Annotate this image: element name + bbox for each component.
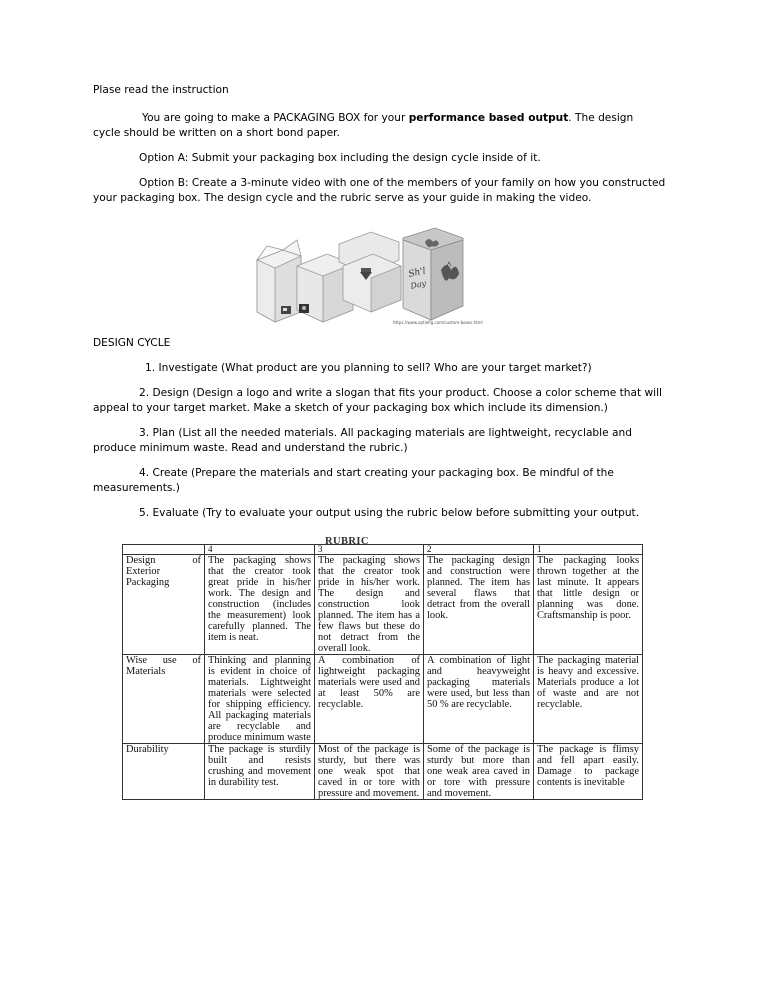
design-step-investigate: 1. Investigate (What product are you planning to sell? Who are your target market?) <box>145 362 592 374</box>
butterfly-cube-box <box>403 228 463 320</box>
rubric-header-row <box>123 545 643 555</box>
rubric-cell: The packaging shows that the creator took great pride in his/her work. The design and construction (includes the measurement) look carefully planned. The item is neat. <box>205 555 315 655</box>
design-step-design-line-1: 2. Design (Design a logo and write a slogan that fits your product. Choose a color scheme that will <box>139 387 662 399</box>
design-step-plan-line-2: produce minimum waste. Read and understand the rubric.) <box>93 442 408 454</box>
design-step-evaluate: 5. Evaluate (Try to evaluate your output using the rubric below before submitting your output. <box>139 507 640 519</box>
packaging-boxes-illustration <box>253 226 483 332</box>
design-cycle-heading: DESIGN CYCLE <box>93 337 171 349</box>
rubric-criterion: Durability <box>123 744 205 800</box>
image-credit: https://www.optiefig.com/custom-boxes.html <box>393 320 483 325</box>
hinged-box-center <box>339 232 401 312</box>
option-a: Option A: Submit your packaging box including the design cycle inside of it. <box>139 152 541 164</box>
rubric-row-design <box>123 555 643 655</box>
open-box-left <box>257 240 301 322</box>
rubric-criterion: Design of Exterior Packaging <box>123 555 205 655</box>
instruction-heading: Plase read the instruction <box>93 84 229 96</box>
rubric-cell: Some of the package is sturdy but more than one weak area caved in or tore with pressure and movement. <box>424 744 534 800</box>
intro-suffix: . The design <box>568 112 634 124</box>
design-step-plan-line-1: 3. Plan (List all the needed materials. All packaging materials are lightweight, recyclable and <box>139 427 632 439</box>
rubric-header-criteria <box>123 545 205 555</box>
rubric-cell: A combination of lightweight packaging materials were used and at least 50% are recyclable. <box>315 655 424 744</box>
rubric-cell: Most of the package is sturdy, but there was one weak spot that caved in or tore with pressure and movement. <box>315 744 424 800</box>
rubric-title: RUBRIC <box>325 536 369 547</box>
rubric-row-materials <box>123 655 643 744</box>
design-step-create-line-2: measurements.) <box>93 482 180 494</box>
rubric-cell: The package is flimsy and fell apart easily. Damage to package contents is inevitable <box>534 744 643 800</box>
rubric-score-3: 3 <box>315 545 424 555</box>
rubric-score-4: 4 <box>205 545 315 555</box>
option-b-line-1: Option B: Create a 3-minute video with one of the members of your family on how you constructed <box>139 177 666 189</box>
option-b-line-2: your packaging box. The design cycle and the rubric serve as your guide in making the video. <box>93 192 592 204</box>
rubric-cell: The packaging shows that the creator took pride in his/her work. The design and construction look planned. The item has a few flaws but these do not detract from the overall look. <box>315 555 424 655</box>
rubric-table <box>122 544 643 800</box>
svg-text:Day: Day <box>409 278 427 291</box>
rubric-score-2: 2 <box>424 545 534 555</box>
rubric-row-durability <box>123 744 643 800</box>
design-step-create-line-1: 4. Create (Prepare the materials and start creating your packaging box. Be mindful of the <box>139 467 614 479</box>
rubric-criterion: Wise use of Materials <box>123 655 205 744</box>
rubric-cell: A combination of light and heavyweight packaging materials were used, but less than 50 % are recyclable. <box>424 655 534 744</box>
rubric-cell: Thinking and planning is evident in choice of materials. Lightweight materials were selected for shipping efficiency. All packaging materials are recyclable and produce minimum waste <box>205 655 315 744</box>
packaging-box-photos <box>253 226 483 332</box>
rubric-cell: The packaging material is heavy and excessive. Materials produce a lot of waste and are not recyclable. <box>534 655 643 744</box>
intro-prefix: You are going to make a PACKAGING BOX for your <box>142 112 409 124</box>
svg-text:Sh'l: Sh'l <box>407 266 427 280</box>
intro-line-1 <box>142 111 633 125</box>
intro-emphasis: performance based output <box>408 112 569 124</box>
rubric-score-1: 1 <box>534 545 643 555</box>
rubric-cell: The package is sturdily built and resists crushing and movement in durability test. <box>205 744 315 800</box>
intro-line-2: cycle should be written on a short bond paper. <box>93 127 340 139</box>
design-step-design-line-2: appeal to your target market. Make a sketch of your packaging box which include its dimension.) <box>93 402 608 414</box>
rubric-cell: The packaging looks thrown together at the last minute. It appears that little design or planning was done. Craftsmanship is poor. <box>534 555 643 655</box>
rubric-cell: The packaging design and construction were planned. The item has several flaws that detract from the overall look. <box>424 555 534 655</box>
